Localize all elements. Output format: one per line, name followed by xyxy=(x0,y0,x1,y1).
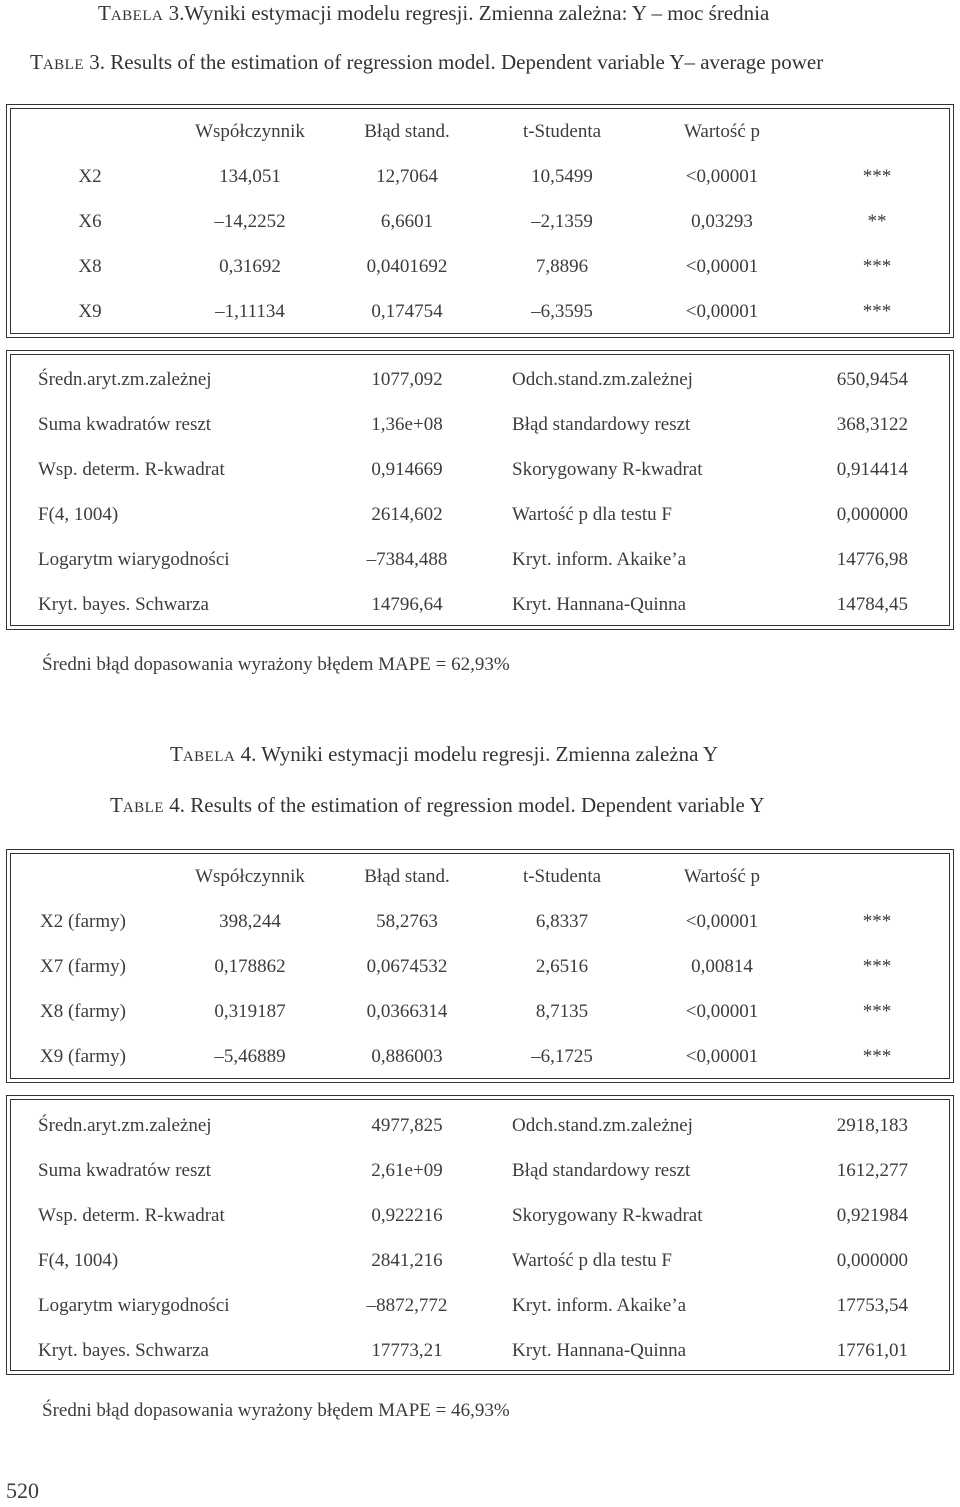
std-error: 12,7064 xyxy=(376,166,438,187)
stat-label: Logarytm wiarygodności xyxy=(38,1295,230,1316)
coefficient: –14,2252 xyxy=(214,211,286,232)
stat-label: Suma kwadratów reszt xyxy=(38,1160,212,1181)
stat-value: –8872,772 xyxy=(366,1295,448,1316)
p-value: <0,00001 xyxy=(685,256,759,277)
stat-value: 0,914414 xyxy=(836,459,908,480)
table-row xyxy=(11,199,949,244)
table-row xyxy=(11,899,949,944)
table-row xyxy=(11,1103,949,1148)
table-row xyxy=(11,1283,949,1328)
stat-value: 650,9454 xyxy=(836,369,908,390)
table-row xyxy=(11,944,949,989)
significance: *** xyxy=(862,301,892,322)
stat-value: 2918,183 xyxy=(836,1115,908,1136)
stat-label: Wartość p dla testu F xyxy=(512,504,672,525)
variable-name: X2 xyxy=(78,166,102,187)
p-value: <0,00001 xyxy=(685,166,759,187)
significance: *** xyxy=(862,166,892,187)
std-error: 0,0366314 xyxy=(366,1001,448,1022)
stat-value: 0,921984 xyxy=(836,1205,908,1226)
variable-name: X8 xyxy=(78,256,102,277)
stat-label: Skorygowany R-kwadrat xyxy=(512,459,703,480)
stat-value: 368,3122 xyxy=(836,414,908,435)
coefficient: 0,31692 xyxy=(219,256,281,277)
coefficient: –1,11134 xyxy=(215,301,285,322)
coefficient: –5,46889 xyxy=(214,1046,286,1067)
t-stat: –2,1359 xyxy=(531,211,593,232)
table-row xyxy=(11,1034,949,1079)
significance: *** xyxy=(862,1046,892,1067)
std-error: 0,886003 xyxy=(371,1046,443,1067)
p-value: <0,00001 xyxy=(685,1046,759,1067)
stat-value: 1077,092 xyxy=(371,369,443,390)
table4-mape-note: Średni błąd dopasowania wyrażony błędem MAPE = 46,93% xyxy=(42,1400,510,1421)
std-error: 0,0401692 xyxy=(366,256,448,277)
significance: ** xyxy=(867,211,887,232)
significance: *** xyxy=(862,956,892,977)
table4-caption-pl: TABELA 4. Wyniki estymacji modelu regresji. Zmienna zależna Y xyxy=(170,742,719,766)
stat-value: 17761,01 xyxy=(836,1340,908,1361)
p-value: <0,00001 xyxy=(685,911,759,932)
stat-label: Logarytm wiarygodności xyxy=(38,549,230,570)
std-error: 0,174754 xyxy=(371,301,443,322)
page-number: 520 xyxy=(6,1478,39,1503)
stat-label: Średn.aryt.zm.zależnej xyxy=(38,1115,212,1136)
table3-statistics xyxy=(6,350,954,630)
coefficient: 0,178862 xyxy=(214,956,286,977)
t-stat: 8,7135 xyxy=(535,1001,589,1022)
t-stat: 10,5499 xyxy=(531,166,593,187)
t-stat: 6,8337 xyxy=(535,911,589,932)
stat-value: 2614,602 xyxy=(371,504,443,525)
stat-value: 14776,98 xyxy=(836,549,908,570)
table-row xyxy=(11,1328,949,1373)
stat-label: Skorygowany R-kwadrat xyxy=(512,1205,703,1226)
t-stat: 7,8896 xyxy=(535,256,589,277)
stat-value: 0,914669 xyxy=(371,459,443,480)
t-stat: –6,3595 xyxy=(531,301,593,322)
stat-value: 17773,21 xyxy=(371,1340,443,1361)
table-row xyxy=(11,154,949,199)
coefficient: 0,319187 xyxy=(214,1001,286,1022)
table-row xyxy=(11,989,949,1034)
table-row xyxy=(11,447,949,492)
stat-label: Kryt. Hannana-Quinna xyxy=(512,594,687,615)
coefficient: 398,244 xyxy=(219,911,281,932)
p-value: 0,03293 xyxy=(691,211,753,232)
variable-name: X7 (farmy) xyxy=(40,956,126,977)
table-row xyxy=(11,402,949,447)
table-row xyxy=(11,244,949,289)
table-row xyxy=(11,537,949,582)
stat-label: Wsp. determ. R-kwadrat xyxy=(38,1205,225,1226)
stat-label: Wsp. determ. R-kwadrat xyxy=(38,459,225,480)
stat-label: F(4, 1004) xyxy=(38,1250,119,1271)
stat-value: 1,36e+08 xyxy=(371,414,443,435)
table-row xyxy=(11,289,949,334)
table4-header-row xyxy=(11,854,949,899)
table3-caption-pl: TABELA 3.Wyniki estymacji modelu regresji. Zmienna zależna: Y – moc średnia xyxy=(98,1,770,25)
header-wartosc-p: Wartość p xyxy=(683,866,761,887)
stat-value: 2,61e+09 xyxy=(371,1160,443,1181)
stat-label: Kryt. inform. Akaike’a xyxy=(512,549,687,570)
variable-name: X6 xyxy=(78,211,102,232)
stat-label: Kryt. bayes. Schwarza xyxy=(38,594,209,615)
header-t-studenta: t-Studenta xyxy=(522,121,602,142)
std-error: 0,0674532 xyxy=(366,956,448,977)
variable-name: X9 (farmy) xyxy=(40,1046,126,1067)
p-value: 0,00814 xyxy=(691,956,753,977)
table-row xyxy=(11,492,949,537)
table3-coefficients xyxy=(6,104,954,338)
t-stat: –6,1725 xyxy=(531,1046,593,1067)
table-row xyxy=(11,1238,949,1283)
table3-header-row xyxy=(11,109,949,154)
table-row xyxy=(11,357,949,402)
significance: *** xyxy=(862,256,892,277)
stat-label: Kryt. inform. Akaike’a xyxy=(512,1295,687,1316)
t-stat: 2,6516 xyxy=(535,956,589,977)
significance: *** xyxy=(862,1001,892,1022)
stat-value: 1612,277 xyxy=(836,1160,908,1181)
stat-label: Suma kwadratów reszt xyxy=(38,414,212,435)
table4-coefficients xyxy=(6,849,954,1083)
stat-label: Kryt. Hannana-Quinna xyxy=(512,1340,687,1361)
stat-value: 2841,216 xyxy=(371,1250,443,1271)
stat-value: –7384,488 xyxy=(366,549,448,570)
stat-label: Kryt. bayes. Schwarza xyxy=(38,1340,209,1361)
stat-value: 4977,825 xyxy=(371,1115,443,1136)
variable-name: X8 (farmy) xyxy=(40,1001,126,1022)
stat-value: 17753,54 xyxy=(836,1295,908,1316)
table3-caption-en: TABLE 3. Results of the estimation of regression model. Dependent variable Y– average power xyxy=(30,50,824,74)
stat-value: 14784,45 xyxy=(836,594,908,615)
std-error: 6,6601 xyxy=(380,211,434,232)
table4-caption-en: TABLE 4. Results of the estimation of regression model. Dependent variable Y xyxy=(110,793,765,817)
stat-value: 14796,64 xyxy=(371,594,443,615)
table-row xyxy=(11,1193,949,1238)
header-blad-stand: Błąd stand. xyxy=(364,866,450,887)
header-wartosc-p: Wartość p xyxy=(683,121,761,142)
significance: *** xyxy=(862,911,892,932)
variable-name: X2 (farmy) xyxy=(40,911,126,932)
header-wspolczynnik: Współczynnik xyxy=(195,121,305,142)
stat-value: 0,922216 xyxy=(371,1205,443,1226)
table3-mape-note: Średni błąd dopasowania wyrażony błędem MAPE = 62,93% xyxy=(42,654,510,675)
header-wspolczynnik: Współczynnik xyxy=(195,866,305,887)
table-row xyxy=(11,1148,949,1193)
stat-label: F(4, 1004) xyxy=(38,504,119,525)
header-t-studenta: t-Studenta xyxy=(522,866,602,887)
stat-label: Wartość p dla testu F xyxy=(512,1250,672,1271)
header-blad-stand: Błąd stand. xyxy=(364,121,450,142)
std-error: 58,2763 xyxy=(376,911,438,932)
variable-name: X9 xyxy=(78,301,102,322)
p-value: <0,00001 xyxy=(685,301,759,322)
stat-label: Średn.aryt.zm.zależnej xyxy=(38,369,212,390)
stat-label: Odch.stand.zm.zależnej xyxy=(512,1115,693,1136)
stat-label: Błąd standardowy reszt xyxy=(512,1160,691,1181)
p-value: <0,00001 xyxy=(685,1001,759,1022)
table-row xyxy=(11,582,949,627)
stat-label: Odch.stand.zm.zależnej xyxy=(512,369,693,390)
coefficient: 134,051 xyxy=(219,166,281,187)
table4-statistics xyxy=(6,1095,954,1375)
stat-value: 0,000000 xyxy=(836,504,908,525)
stat-value: 0,000000 xyxy=(836,1250,908,1271)
stat-label: Błąd standardowy reszt xyxy=(512,414,691,435)
